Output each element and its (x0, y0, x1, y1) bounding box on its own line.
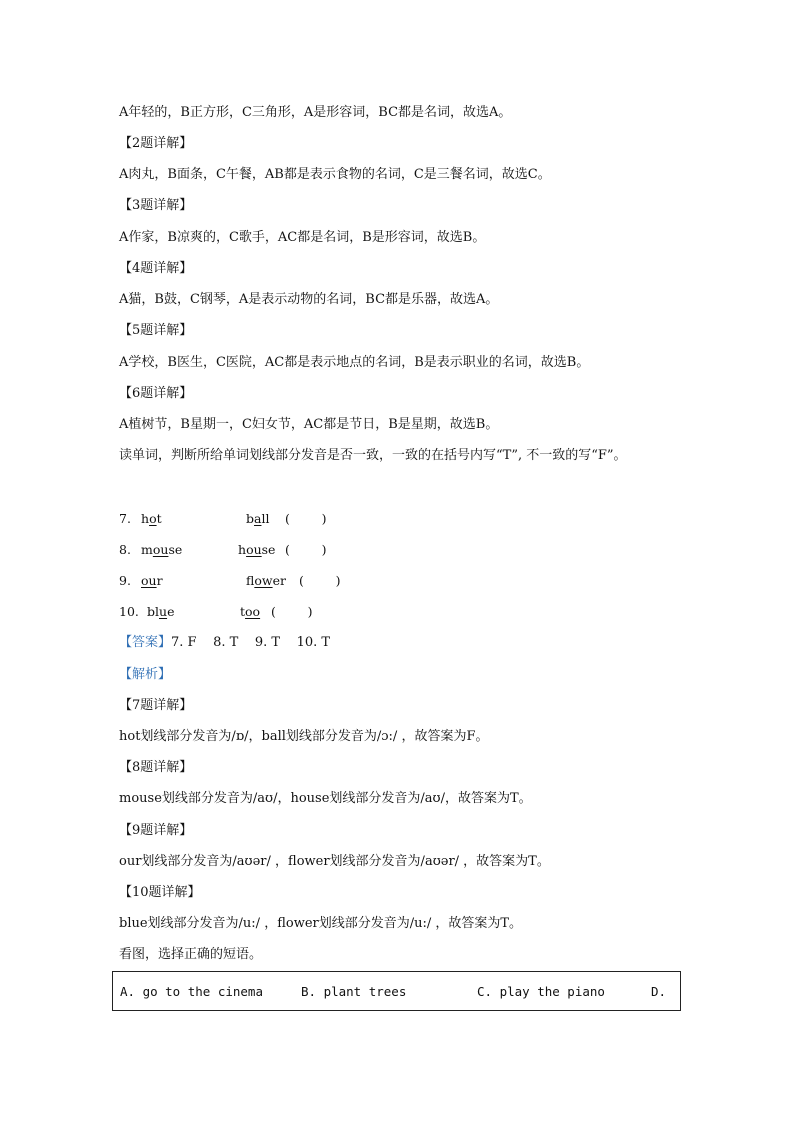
underlined-part: ou (246, 542, 262, 557)
explanation-3: A作家，B凉爽的，C歌手，AC都是名词，B是形容词，故选B。 (119, 230, 486, 245)
word-post: se (168, 542, 183, 557)
word-pre: t (240, 604, 246, 619)
explanation-7: hot划线部分发音为/ɒ/，ball划线部分发音为/ɔ:/ ，故答案为F。 (119, 729, 489, 744)
word-pre: h (141, 511, 150, 526)
answer-label: 【答案】 (119, 635, 172, 650)
word-post: ll (261, 511, 270, 526)
explanation-4: A猫，B鼓，C钢琴，A是表示动物的名词，BC都是乐器，故选A。 (119, 292, 499, 307)
analysis-label: 【解析】 (119, 667, 172, 682)
underlined-part: o (149, 511, 157, 526)
answer-parentheses: ( ) (285, 511, 327, 526)
heading-q6: 【6题详解】 (119, 386, 193, 401)
word-pre: h (238, 542, 247, 557)
explanation-5: A学校，B医生，C医院，AC都是表示地点的名词，B是表示职业的名词，故选B。 (119, 355, 590, 370)
answer-parentheses: ( ) (271, 604, 313, 619)
word-pre: bl (147, 604, 159, 619)
explanation-2: A肉丸，B面条，C午餐，AB都是表示食物的名词，C是三餐名词，故选C。 (119, 167, 551, 182)
explanation-6: A植树节，B星期一，C妇女节，AC都是节日，B是星期，故选B。 (119, 417, 499, 432)
heading-q7: 【7题详解】 (119, 698, 193, 713)
question-number: 8. (119, 542, 131, 557)
word-post: t (156, 511, 162, 526)
word-1 (141, 540, 182, 560)
explanation-8: mouse划线部分发音为/aʊ/，house划线部分发音为/aʊ/，故答案为T。 (119, 791, 532, 806)
question-number: 9. (119, 573, 131, 588)
word-2 (246, 571, 286, 591)
word-2 (240, 602, 260, 622)
heading-q4: 【4题详解】 (119, 261, 193, 276)
question-number: 7. (119, 511, 131, 526)
option-b: B. plant trees (301, 984, 407, 999)
underlined-part: oo (245, 604, 261, 619)
heading-q9: 【9题详解】 (119, 823, 193, 838)
word-2 (238, 540, 275, 560)
explanation-10: blue划线部分发音为/u:/ ，flower划线部分发音为/u:/ ，故答案为T。 (119, 916, 523, 931)
word-1 (147, 602, 174, 622)
underlined-part: ow (254, 573, 273, 588)
options-box (112, 971, 681, 1011)
answer-parentheses: ( ) (299, 573, 341, 588)
option-a: A. go to the cinema (120, 984, 263, 999)
word-post: r (156, 573, 163, 588)
heading-q3: 【3题详解】 (119, 198, 193, 213)
option-c: C. play the piano (477, 984, 605, 999)
heading-q10: 【10题详解】 (119, 885, 201, 900)
answer-parentheses: ( ) (285, 542, 327, 557)
heading-q8: 【8题详解】 (119, 760, 193, 775)
heading-q5: 【5题详解】 (119, 323, 193, 338)
explanation-1: A年轻的，B正方形，C三角形，A是形容词，BC都是名词，故选A。 (119, 105, 512, 120)
underlined-part: a (254, 511, 262, 526)
word-post: e (167, 604, 175, 619)
word-post: er (272, 573, 286, 588)
explanation-9: our划线部分发音为/aʊər/ ，flower划线部分发音为/aʊər/ ，故答案为T。 (119, 854, 550, 869)
underlined-part: ou (152, 542, 169, 557)
word-1 (141, 571, 163, 591)
word-1 (141, 509, 162, 529)
word-pre: fl (246, 573, 255, 588)
question-number: 10. (119, 604, 139, 619)
instruction2-text: 看图，选择正确的短语。 (119, 947, 263, 962)
word-pre: b (246, 511, 255, 526)
answer-line (119, 633, 330, 653)
word-post: se (261, 542, 276, 557)
underlined-part: ou (141, 573, 157, 588)
heading-q2: 【2题详解】 (119, 136, 193, 151)
word-pre: m (141, 542, 153, 557)
instruction-text: 读单词，判断所给单词划线部分发音是否一致，一致的在括号内写“T”, 不一致的写“F”。 (119, 448, 627, 463)
option-d: D. (651, 984, 667, 999)
answer-text: 7. F 8. T 9. T 10. T (171, 635, 331, 650)
word-2 (246, 509, 269, 529)
underlined-part: u (159, 604, 168, 619)
